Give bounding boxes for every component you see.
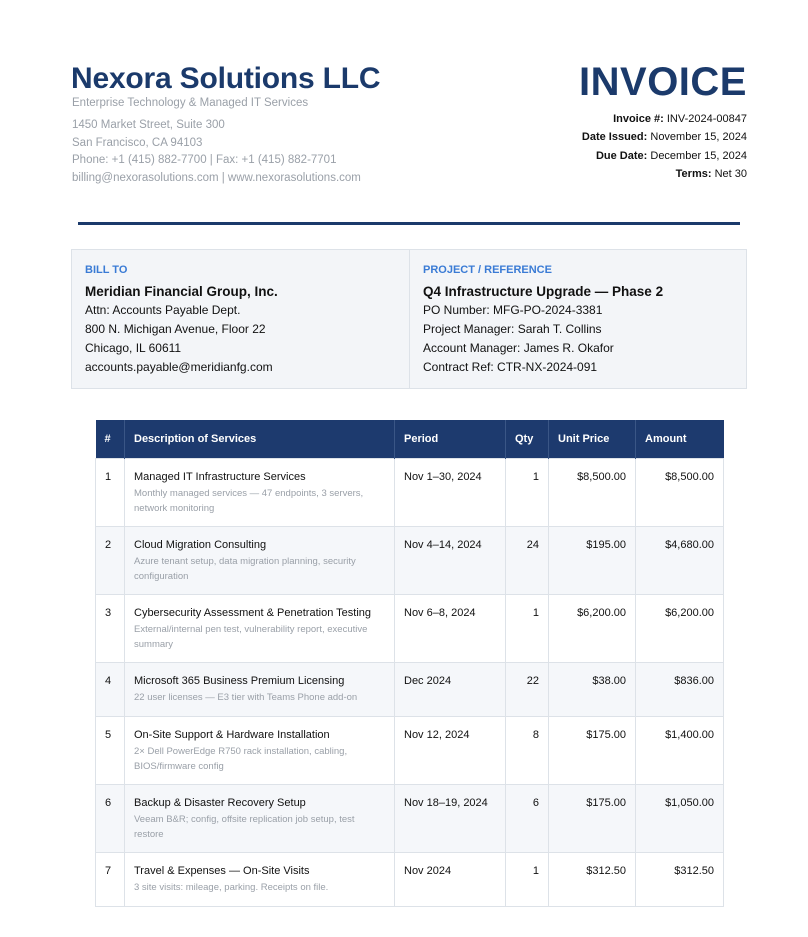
- invoice-terms-label: Terms:: [675, 168, 712, 180]
- row-period: Dec 2024: [395, 663, 506, 717]
- row-unit-price: $175.00: [549, 717, 636, 785]
- table-row: [96, 527, 724, 595]
- invoice-terms: [676, 168, 747, 180]
- row-number: 4: [96, 663, 125, 717]
- invoice-due: [596, 150, 747, 162]
- col-header-description: Description of Services: [125, 420, 395, 459]
- row-title: Travel & Expenses — On-Site Visits: [134, 865, 310, 877]
- company-phone: Phone: +1 (415) 882-7700 | Fax: +1 (415) 882-7701: [72, 154, 337, 166]
- row-subtitle: 3 site visits: mileage, parking. Receipts on file.: [134, 882, 329, 893]
- project-heading: PROJECT / REFERENCE: [423, 264, 552, 276]
- row-title: Backup & Disaster Recovery Setup: [134, 797, 306, 809]
- row-unit-price: $38.00: [549, 663, 636, 717]
- row-qty: 24: [506, 527, 549, 595]
- row-unit-price: $8,500.00: [549, 459, 636, 527]
- row-title: Managed IT Infrastructure Services: [134, 471, 306, 483]
- project-box: [409, 249, 747, 389]
- company-name: Nexora Solutions LLC: [71, 62, 381, 95]
- row-qty: 1: [506, 853, 549, 907]
- row-qty: 1: [506, 595, 549, 663]
- row-period: Nov 1–30, 2024: [395, 459, 506, 527]
- row-title: Microsoft 365 Business Premium Licensing: [134, 675, 345, 687]
- table-row: [96, 853, 724, 907]
- row-unit-price: $195.00: [549, 527, 636, 595]
- col-header-number: #: [96, 420, 125, 459]
- invoice-terms-value: Net 30: [714, 168, 747, 180]
- bill-to-address2: Chicago, IL 60611: [85, 341, 182, 355]
- company-web: billing@nexorasolutions.com | www.nexorasolutions.com: [72, 172, 361, 184]
- company-tagline: Enterprise Technology & Managed IT Services: [72, 97, 309, 109]
- row-subtitle: Veeam B&R; config, offsite replication job setup, test restore: [134, 814, 355, 840]
- row-description: [125, 527, 395, 595]
- col-header-amount: Amount: [636, 420, 724, 459]
- line-items-table: [95, 420, 724, 907]
- bill-to-box: [71, 249, 410, 389]
- row-description: [125, 717, 395, 785]
- row-amount: $6,200.00: [636, 595, 724, 663]
- invoice-issued-label: Date Issued:: [581, 131, 648, 143]
- account-manager: Account Manager: James R. Okafor: [423, 341, 614, 355]
- row-amount: $836.00: [636, 663, 724, 717]
- table-row: [96, 663, 724, 717]
- bill-to-attn: Attn: Accounts Payable Dept.: [85, 303, 241, 317]
- row-number: 6: [96, 785, 125, 853]
- row-description: [125, 459, 395, 527]
- row-unit-price: $312.50: [549, 853, 636, 907]
- row-amount: $1,050.00: [636, 785, 724, 853]
- bill-to-name: Meridian Financial Group, Inc.: [85, 284, 278, 299]
- invoice-due-value: December 15, 2024: [650, 150, 747, 162]
- bill-to-email: accounts.payable@meridianfg.com: [85, 360, 273, 374]
- table-row: [96, 595, 724, 663]
- company-address-line2: San Francisco, CA 94103: [72, 137, 203, 149]
- row-period: Nov 6–8, 2024: [395, 595, 506, 663]
- row-period: Nov 2024: [395, 853, 506, 907]
- row-qty: 1: [506, 459, 549, 527]
- invoice-issued-value: November 15, 2024: [650, 131, 747, 143]
- header-divider: [78, 222, 740, 225]
- row-qty: 6: [506, 785, 549, 853]
- row-subtitle: 22 user licenses — E3 tier with Teams Phone add-on: [134, 692, 358, 703]
- table-row: [96, 717, 724, 785]
- row-subtitle: External/internal pen test, vulnerability report, executive summary: [134, 624, 368, 650]
- row-amount: $8,500.00: [636, 459, 724, 527]
- row-amount: $4,680.00: [636, 527, 724, 595]
- table-header-row: [96, 420, 724, 459]
- row-number: 7: [96, 853, 125, 907]
- row-unit-price: $175.00: [549, 785, 636, 853]
- invoice-number-value: INV-2024-00847: [666, 113, 747, 125]
- row-unit-price: $6,200.00: [549, 595, 636, 663]
- project-name: Q4 Infrastructure Upgrade — Phase 2: [423, 284, 664, 299]
- row-qty: 22: [506, 663, 549, 717]
- invoice-number-label: Invoice #:: [613, 113, 664, 125]
- row-title: On-Site Support & Hardware Installation: [134, 729, 330, 741]
- row-number: 2: [96, 527, 125, 595]
- invoice-title: INVOICE: [579, 60, 747, 104]
- row-description: [125, 853, 395, 907]
- invoice-issued: [582, 131, 747, 143]
- row-description: [125, 785, 395, 853]
- col-header-qty: Qty: [506, 420, 549, 459]
- invoice-number: [613, 113, 747, 125]
- row-title: Cloud Migration Consulting: [134, 539, 267, 551]
- invoice-due-label: Due Date:: [595, 150, 648, 162]
- row-qty: 8: [506, 717, 549, 785]
- project-manager: Project Manager: Sarah T. Collins: [423, 322, 602, 336]
- row-description: [125, 663, 395, 717]
- table-row: [96, 785, 724, 853]
- col-header-period: Period: [395, 420, 506, 459]
- contract-ref: Contract Ref: CTR-NX-2024-091: [423, 360, 598, 374]
- row-subtitle: Monthly managed services — 47 endpoints, 3 servers, network monitoring: [134, 488, 364, 514]
- project-po: PO Number: MFG-PO-2024-3381: [423, 303, 603, 317]
- row-subtitle: Azure tenant setup, data migration planning, security configuration: [134, 556, 356, 582]
- bill-to-heading: BILL TO: [85, 264, 128, 276]
- row-amount: $1,400.00: [636, 717, 724, 785]
- row-title: Cybersecurity Assessment & Penetration Testing: [134, 607, 372, 619]
- bill-to-address1: 800 N. Michigan Avenue, Floor 22: [85, 322, 266, 336]
- table-row: [96, 459, 724, 527]
- row-number: 5: [96, 717, 125, 785]
- row-description: [125, 595, 395, 663]
- row-number: 1: [96, 459, 125, 527]
- row-amount: $312.50: [636, 853, 724, 907]
- row-period: Nov 12, 2024: [395, 717, 506, 785]
- row-period: Nov 4–14, 2024: [395, 527, 506, 595]
- row-subtitle: 2× Dell PowerEdge R750 rack installation, cabling, BIOS/firmware config: [134, 746, 348, 772]
- row-period: Nov 18–19, 2024: [395, 785, 506, 853]
- row-number: 3: [96, 595, 125, 663]
- col-header-unit-price: Unit Price: [549, 420, 636, 459]
- company-address-line1: 1450 Market Street, Suite 300: [72, 119, 225, 131]
